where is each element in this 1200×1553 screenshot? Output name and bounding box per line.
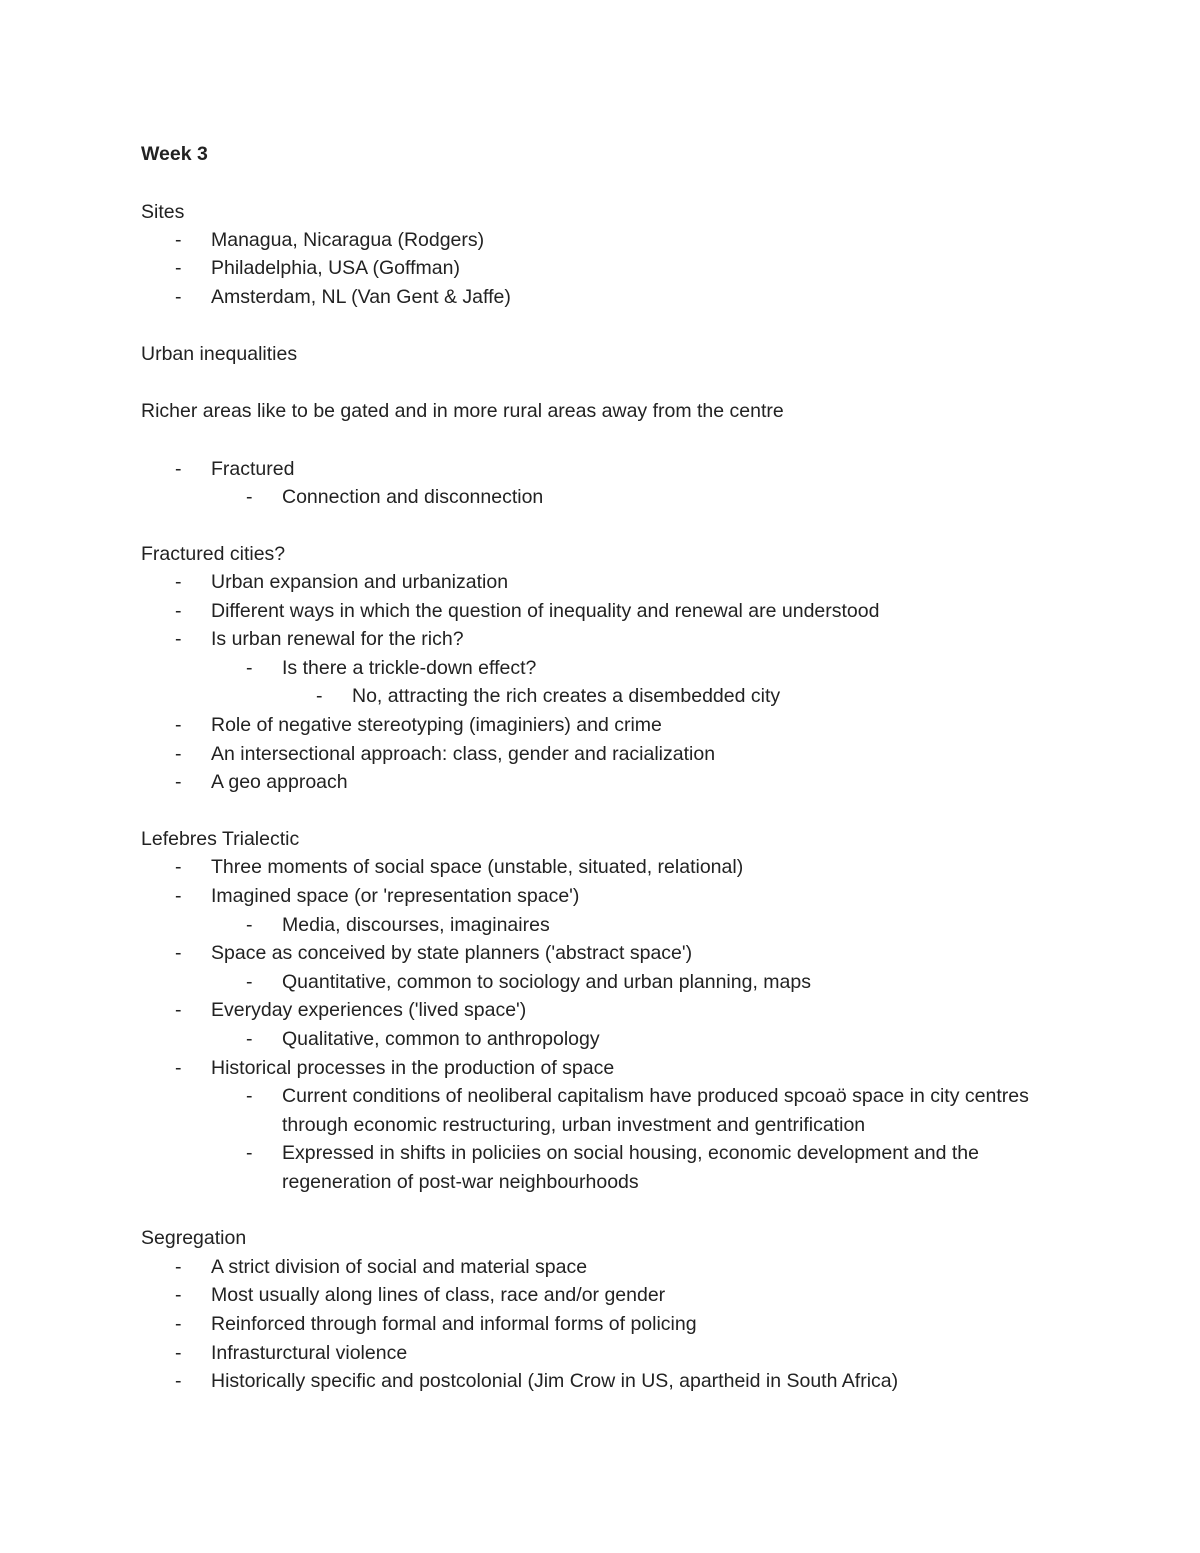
page-title: Week 3 <box>141 143 208 165</box>
section-heading-sites: Sites <box>141 201 185 223</box>
paragraph: Richer areas like to be gated and in more rural areas away from the centre <box>141 400 784 422</box>
list-item: - Historical processes in the production of space <box>175 1057 615 1079</box>
list-item: - Different ways in which the question of inequality and renewal are understood <box>175 600 880 622</box>
list-item: - Connection and disconnection <box>246 486 544 508</box>
list-item: - Expressed in shifts in policiies on social housing, economic development and the regeneration of post-war neighbourhoods <box>246 1142 979 1193</box>
section-heading-segregation: Segregation <box>141 1227 247 1249</box>
list-item: - Space as conceived by state planners ('abstract space') <box>175 942 693 964</box>
list-item: - Reinforced through formal and informal forms of policing <box>175 1313 697 1335</box>
list-item: - A strict division of social and material space <box>175 1256 588 1278</box>
list-item: - Media, discourses, imaginaires <box>246 914 550 936</box>
list-item: - Qualitative, common to anthropology <box>246 1028 600 1050</box>
list-item: - An intersectional approach: class, gender and racialization <box>175 743 716 765</box>
list-item: - Quantitative, common to sociology and urban planning, maps <box>246 971 811 993</box>
list-item: - Current conditions of neoliberal capitalism have produced spcoaö space in city centres through economic restructuring, urban investment and gentrification <box>246 1085 1029 1136</box>
list-item: - Everyday experiences ('lived space') <box>175 999 527 1021</box>
list-item: - Is there a trickle-down effect? <box>246 657 537 679</box>
list-item: - A geo approach <box>175 771 348 793</box>
list-item: - Most usually along lines of class, race and/or gender <box>175 1284 666 1306</box>
list-item: - Historically specific and postcolonial (Jim Crow in US, apartheid in South Africa) <box>175 1370 899 1392</box>
list-item: - Managua, Nicaragua (Rodgers) <box>175 229 485 251</box>
list-item: - Three moments of social space (unstable, situated, relational) <box>175 856 744 878</box>
list-item: - Imagined space (or 'representation space') <box>175 885 580 907</box>
list-item: - Role of negative stereotyping (imaginiers) and crime <box>175 714 662 736</box>
list-item: - Amsterdam, NL (Van Gent & Jaffe) <box>175 286 511 308</box>
section-heading-urban-inequalities: Urban inequalities <box>141 343 298 365</box>
list-item: - No, attracting the rich creates a disembedded city <box>316 685 781 707</box>
list-item: - Is urban renewal for the rich? <box>175 628 464 650</box>
section-heading-lefebres-trialectic: Lefebres Trialectic <box>141 828 300 850</box>
list-item: - Fractured <box>175 458 295 480</box>
section-heading-fractured-cities: Fractured cities? <box>141 543 286 565</box>
list-item: - Philadelphia, USA (Goffman) <box>175 257 460 279</box>
list-item: - Infrasturctural violence <box>175 1342 408 1364</box>
list-item: - Urban expansion and urbanization <box>175 571 509 593</box>
